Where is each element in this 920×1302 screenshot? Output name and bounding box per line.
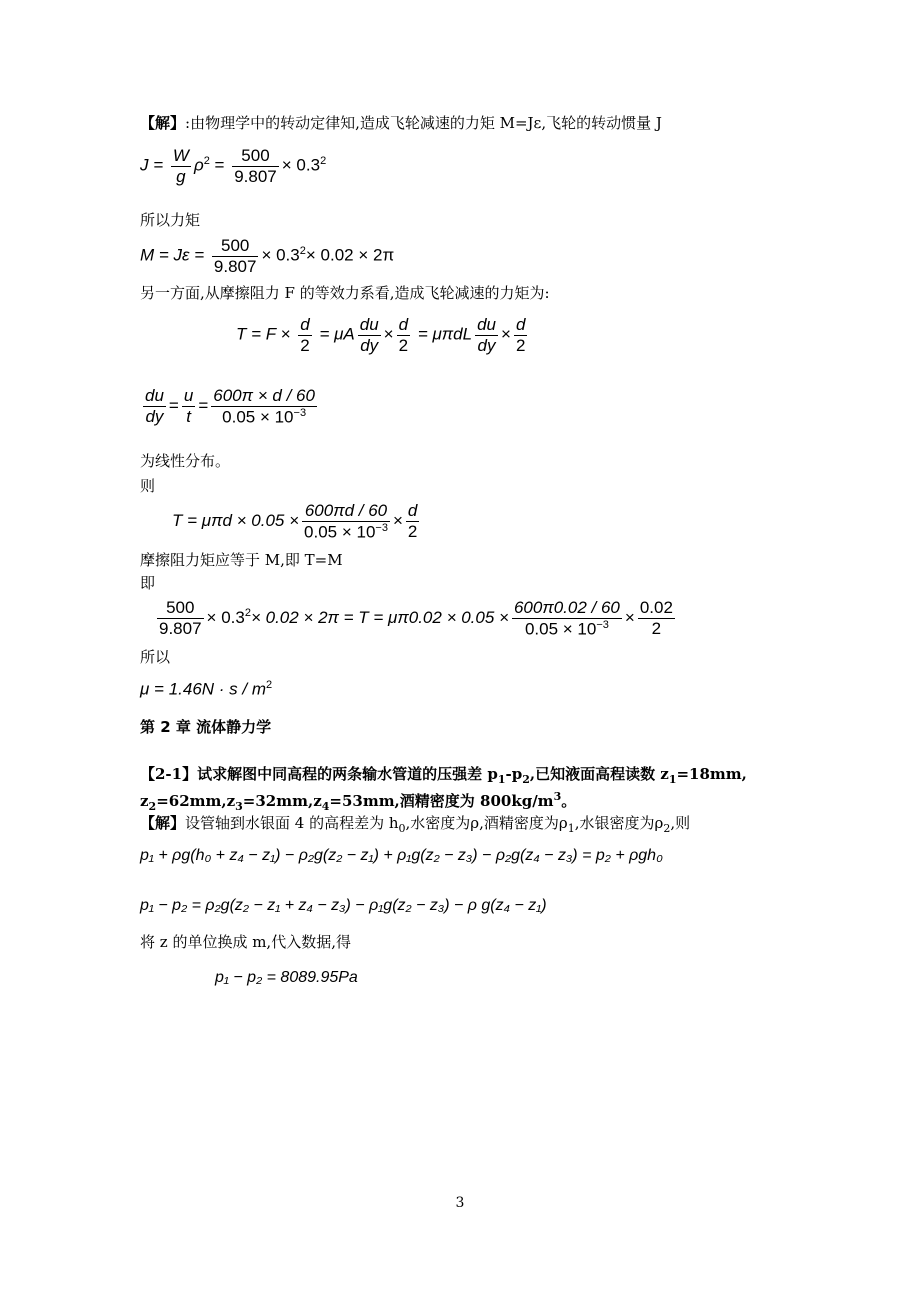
denominator: dy [360, 335, 379, 355]
convert-units-text: 将 z 的单位换成 m,代入数据,得 [140, 933, 351, 951]
fraction-500-9807 [157, 598, 204, 638]
denominator: 9.807 [213, 256, 257, 276]
equation-velocity-gradient [140, 386, 320, 427]
numerator: 500 [212, 236, 259, 257]
subscript: 2 [148, 800, 157, 813]
numerator: W [172, 146, 189, 165]
problem-line-2 [140, 791, 576, 812]
eq-tail: × 0.3 [261, 245, 300, 265]
eq-part: × 0.02 × 2π = T = μπ0.02 × 0.05 × [250, 607, 509, 627]
fraction-u-t [182, 386, 195, 426]
linear-distribution-text: 为线性分布。 [140, 452, 231, 470]
numerator: d [398, 315, 409, 334]
equation-pressure-balance: p₁ + ρg(h₀ + z₄ − z₁) − ρ₂g(z₂ − z₁) + ρ₁g(z₂ − z₃) − ρ₂g(z₄ − z₃) = p₂ + ρgh₀ [140, 847, 663, 864]
page-number: 3 [455, 1195, 465, 1211]
denominator: 2 [300, 335, 310, 355]
solution-text: ,水密度为ρ,酒精密度为ρ [405, 814, 568, 832]
problem-label: 【2-1】 [140, 765, 198, 783]
exponent: −3 [375, 521, 388, 534]
denominator: t [186, 406, 191, 426]
equation-pressure-difference: p₁ − p₂ = ρ₂g(z₂ − z₁ + z₄ − z₃) − ρ₁g(z₂ − z₃) − ρ g(z₄ − z₁) [140, 897, 547, 914]
equation-torque-substituted [172, 501, 422, 542]
problem-text: 。 [561, 792, 577, 810]
chapter-heading: 第 2 章 流体静力学 [140, 718, 272, 736]
eq-lhs: T = F × [236, 324, 291, 344]
numerator: 0.02 [639, 598, 673, 618]
eq-part: = μA [319, 324, 355, 344]
times-sign: × [392, 510, 403, 530]
exponent: 2 [203, 154, 210, 167]
numerator: du [359, 315, 379, 334]
result-text: μ = 1.46N · s / m [140, 679, 266, 699]
fraction-w-g [171, 146, 191, 186]
times-sign: × [624, 607, 635, 627]
fraction-du-dy [475, 315, 498, 355]
subscript: 1 [497, 773, 506, 786]
eq-part: = μπdL [417, 324, 473, 344]
fraction-velocity [512, 598, 622, 639]
subscript: 4 [321, 800, 330, 813]
subscript: 1 [567, 822, 575, 835]
problem-text: =62mm,z [156, 792, 236, 810]
subscript: 3 [235, 800, 243, 813]
exponent: 2 [244, 607, 251, 620]
numerator: 500 [157, 598, 204, 619]
result-viscosity [140, 680, 272, 698]
exponent: −3 [293, 406, 307, 419]
denominator: 2 [651, 618, 662, 638]
denominator [512, 619, 622, 639]
denominator: 9.807 [234, 166, 277, 186]
denominator: 9.807 [159, 618, 202, 638]
exponent: 2 [266, 679, 273, 691]
rho-symbol: ρ [193, 155, 204, 175]
numerator: d [407, 501, 418, 521]
equals-sign: = [168, 395, 179, 415]
then-text: 则 [140, 477, 156, 495]
exponent: 2 [320, 154, 327, 167]
problem-text: z [140, 792, 149, 810]
solution-text: 设管轴到水银面 4 的高程差为 h [185, 814, 399, 832]
problem-line-1 [140, 767, 747, 785]
eq-lhs: M = Jε = [140, 245, 205, 265]
fraction-d-2 [397, 315, 410, 355]
superscript: 3 [553, 790, 562, 803]
fraction-du-dy [358, 315, 381, 355]
fraction-500-9807 [212, 236, 259, 276]
equation-moment [140, 236, 394, 276]
solution2-intro [140, 816, 690, 834]
denominator: dy [477, 335, 496, 355]
numerator: 600πd / 60 [302, 501, 390, 522]
equation-balance [154, 598, 678, 639]
numerator: u [183, 386, 194, 406]
equals-sign: = [198, 395, 209, 415]
numerator: 600π0.02 / 60 [513, 598, 620, 617]
denominator-base: 0.05 × 10 [524, 619, 597, 639]
denominator: 2 [407, 521, 418, 541]
denominator: 2 [398, 335, 409, 355]
denominator: g [176, 166, 186, 186]
problem-text: =18mm, [676, 765, 747, 783]
solution-label: 【解】 [140, 114, 186, 132]
solution-intro [140, 116, 662, 131]
fraction-002-2 [638, 598, 675, 638]
denominator [211, 407, 317, 427]
subscript: 2 [663, 822, 671, 835]
fraction-velocity [302, 501, 390, 542]
fraction-d-2 [406, 501, 419, 541]
numerator: 500 [232, 146, 279, 167]
subscript: 0 [398, 822, 406, 835]
fraction-du-dy [143, 386, 166, 426]
fraction-velocity [211, 386, 317, 427]
eq-lhs: J = [140, 155, 164, 175]
fraction-500-9807 [232, 146, 279, 186]
exponent: −3 [596, 618, 609, 631]
fraction-d-2 [514, 315, 527, 355]
numerator: du [477, 315, 496, 334]
solution-intro-text: :由物理学中的转动定律知,造成飞轮减速的力矩 M=Jε,飞轮的转动惯量 J [185, 114, 662, 132]
solution-text: ,水银密度为ρ [574, 814, 664, 832]
numerator: d [300, 315, 310, 334]
so-moment-text: 所以力矩 [140, 211, 201, 229]
problem-text: -p [505, 765, 523, 783]
other-side-text: 另一方面,从摩擦阻力 F 的等效力系看,造成飞轮减速的力矩为: [140, 284, 550, 302]
equation-torque [236, 315, 530, 355]
denominator-base: 0.05 × 10 [222, 407, 294, 427]
eq-part: × 0.3 [206, 607, 245, 627]
denominator [302, 522, 390, 542]
solution-text: ,则 [670, 814, 691, 832]
problem-text: 试求解图中同高程的两条输水管道的压强差 p [197, 765, 498, 783]
fraction-d-2 [298, 315, 311, 355]
eq-tail: × 0.3 [281, 155, 321, 175]
friction-equals-text: 摩擦阻力矩应等于 M,即 T=M [140, 551, 343, 569]
times-sign: × [383, 324, 394, 344]
numerator: du [145, 386, 164, 406]
denominator: 2 [515, 335, 526, 355]
result-pressure-difference: p₁ − p₂ = 8089.95Pa [215, 969, 358, 986]
solution-label: 【解】 [140, 814, 186, 832]
equation-inertia [140, 146, 326, 186]
problem-text: ,已知液面高程读数 z [529, 765, 669, 783]
ie-text: 即 [140, 574, 156, 592]
eq-lhs: T = μπd × 0.05 × [172, 510, 300, 530]
equals-sign: = [214, 155, 225, 175]
numerator: 600π × d / 60 [213, 386, 315, 405]
times-sign: × [501, 324, 511, 344]
subscript: 2 [522, 773, 530, 786]
problem-text: =32mm,z [242, 792, 322, 810]
denominator-base: 0.05 × 10 [304, 522, 376, 542]
eq-tail2: × 0.02 × 2π [305, 245, 395, 265]
numerator: d [515, 315, 526, 334]
denominator: dy [145, 406, 164, 426]
exponent: 2 [299, 244, 306, 257]
so-text: 所以 [140, 648, 171, 666]
problem-text: =53mm,酒精密度为 800kg/m [329, 792, 554, 810]
subscript: 1 [668, 773, 677, 786]
